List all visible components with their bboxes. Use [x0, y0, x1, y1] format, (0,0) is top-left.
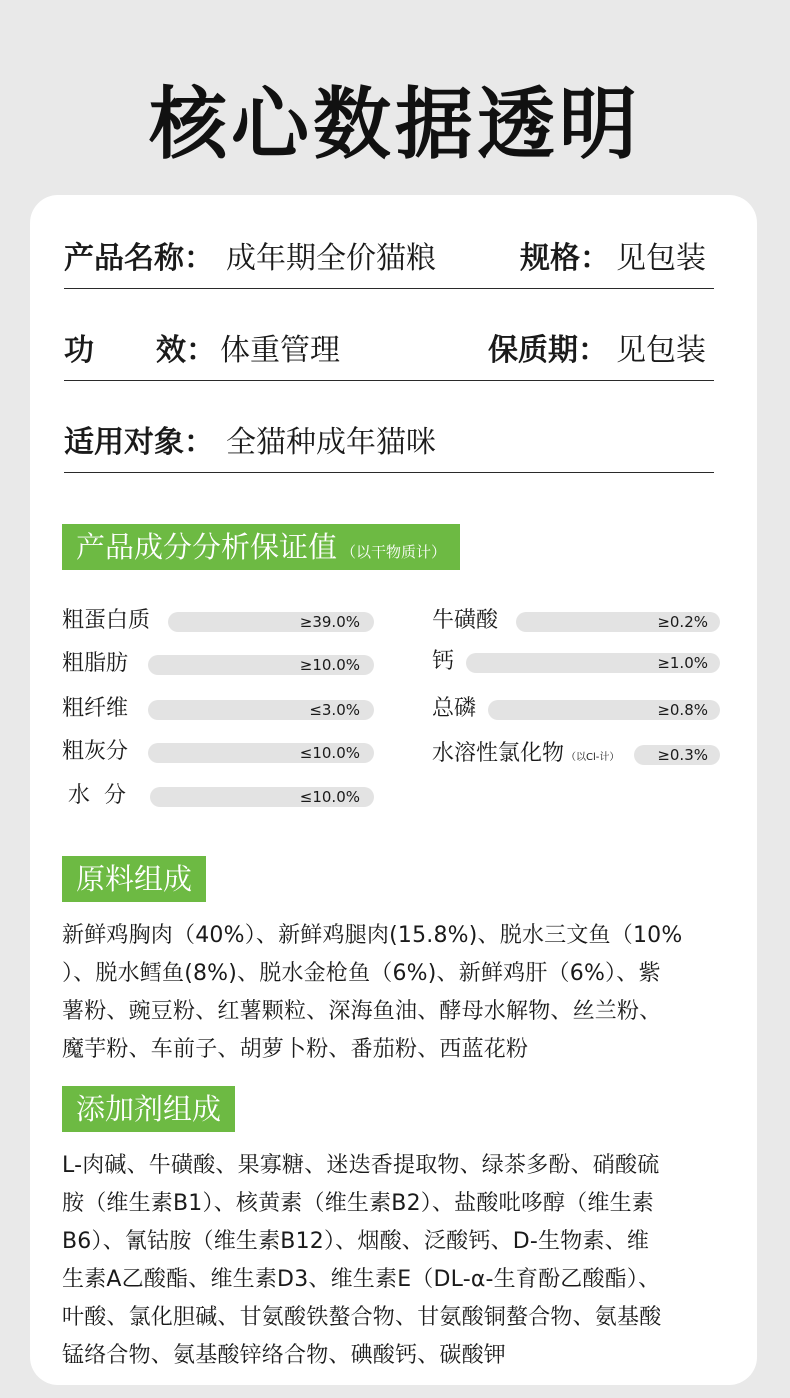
analysis-header: [62, 524, 460, 570]
additives-line: 胺（维生素B1）、核黄素（维生素B2）、盐酸吡哆醇（维生素: [62, 1191, 654, 1216]
nutrient-value: ≥0.8%: [657, 701, 708, 719]
ingredients-line: 魔芋粉、车前子、胡萝卜粉、番茄粉、西蓝花粉: [62, 1037, 529, 1062]
nutrient-value: ≥0.2%: [657, 613, 708, 631]
additives-text: [62, 1147, 752, 1375]
page-title: 核心数据透明: [148, 80, 641, 170]
nutrient-row: [62, 650, 374, 678]
ingredients-line: 薯粉、豌豆粉、红薯颗粒、深海鱼油、酵母水解物、丝兰粉、: [62, 999, 662, 1024]
target-value: 全猫种成年猫咪: [226, 425, 436, 460]
nutrient-value: ≤10.0%: [299, 744, 360, 762]
additives-line: B6）、氰钴胺（维生素B12）、烟酸、泛酸钙、D-生物素、维: [62, 1229, 650, 1254]
analysis-title: 产品成分分析保证值: [76, 530, 338, 564]
analysis-note: （以干物质计）: [341, 543, 447, 561]
nutrient-value: ≥0.3%: [657, 746, 708, 764]
nutrient-name-text: 水溶性氯化物: [432, 741, 565, 766]
nutrient-row: [62, 695, 374, 723]
nutrient-value: ≥10.0%: [299, 656, 360, 674]
nutrient-row: [62, 782, 374, 810]
info-row-effect: [64, 289, 714, 381]
additives-header: [62, 1086, 235, 1132]
nutrient-note: （以Cl-计）: [566, 752, 620, 763]
info-row-target: [64, 381, 714, 473]
additives-line: 锰络合物、氨基酸锌络合物、碘酸钙、碳酸钾: [62, 1343, 507, 1368]
nutrient-row: [432, 695, 722, 723]
nutrient-value: ≥39.0%: [299, 613, 360, 631]
ingredients-line: 新鲜鸡胸肉（40%）、新鲜鸡腿肉(15.8%)、脱水三文鱼（10%: [62, 923, 683, 948]
target-label: 适用对象：: [64, 425, 214, 460]
ingredients-line: ）、脱水鳕鱼(8%)、脱水金枪鱼（6%)、新鲜鸡肝（6%）、紫: [62, 961, 661, 986]
spec-value: 见包装: [616, 241, 706, 276]
nutrient-name: 钙: [432, 649, 455, 674]
nutrient-name: 总磷: [432, 696, 477, 721]
info-row-name: [64, 197, 714, 289]
nutrient-value: ≤3.0%: [309, 701, 360, 719]
effect-label-a: 功: [64, 333, 94, 368]
nutrient-name: [432, 740, 619, 772]
ingredients-text: [62, 917, 752, 1069]
nutrient-row: [432, 607, 722, 635]
nutrient-row: [432, 740, 722, 768]
nutrient-name: 粗灰分: [62, 739, 129, 764]
spec-label: 规格：: [520, 241, 610, 276]
nutrient-name: 粗脂肪: [62, 651, 129, 676]
nutrient-value: ≥1.0%: [657, 654, 708, 672]
nutrient-name: 水 分: [68, 783, 126, 808]
nutrient-row: [62, 607, 374, 635]
nutrient-name: 牛磺酸: [432, 608, 499, 633]
nutrient-name: 粗纤维: [62, 696, 129, 721]
additives-line: 叶酸、氯化胆碱、甘氨酸铁螯合物、甘氨酸铜螯合物、氨基酸: [62, 1305, 662, 1330]
shelf-value: 见包装: [616, 333, 706, 368]
additives-line: L-肉碱、牛磺酸、果寡糖、迷迭香提取物、绿茶多酚、硝酸硫: [62, 1153, 660, 1178]
name-value: 成年期全价猫粮: [226, 241, 436, 276]
name-label: 产品名称：: [64, 241, 214, 276]
nutrient-value: ≤10.0%: [299, 788, 360, 806]
effect-label-b: 效：: [156, 333, 216, 368]
shelf-label: 保质期：: [488, 333, 608, 368]
ingredients-header: [62, 856, 206, 902]
nutrient-row: [432, 648, 722, 676]
additives-title: 添加剂组成: [76, 1092, 222, 1126]
additives-line: 生素A乙酸酯、维生素D3、维生素E（DL-α-生育酚乙酸酯）、: [62, 1267, 661, 1292]
ingredients-title: 原料组成: [76, 862, 193, 896]
nutrient-name: 粗蛋白质: [62, 608, 151, 633]
effect-value: 体重管理: [220, 333, 340, 368]
info-card: [30, 195, 757, 1385]
nutrient-row: [62, 738, 374, 766]
